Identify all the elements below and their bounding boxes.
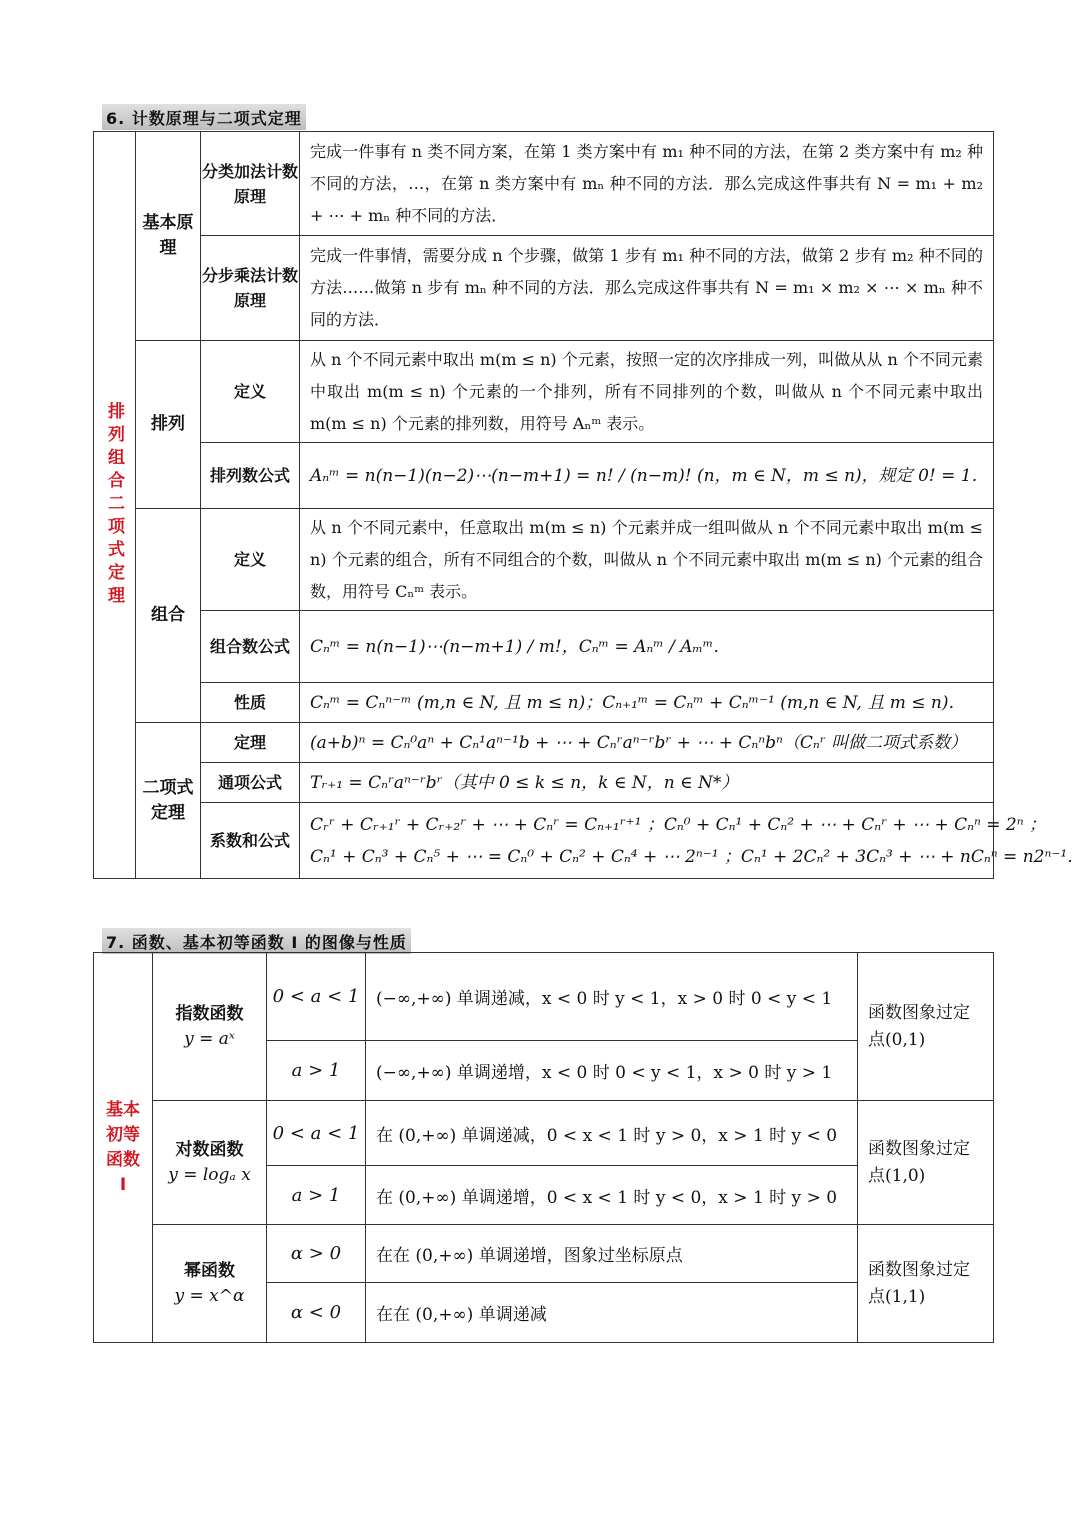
multiplication-principle-text: 完成一件事情，需要分成 n 个步骤，做第 1 步有 m₁ 种不同的方法，做第 2 步有 m₂ 种不同的方法……做第 n 步有 mₙ 种不同的方法．那么完成这件事共有 N = m₁ × m₂ × ⋯ × mₙ 种不同的方法． <box>310 246 983 329</box>
power-fixed-point: 函数图象过定点(1,1) <box>868 1259 970 1307</box>
combination-definition-text: 从 n 个不同元素中，任意取出 m(m ≤ n) 个元素并成一组叫做从 n 个不同元素中取出 m(m ≤ n) 个元素的组合，所有不同组合的个数，叫做从 n 个不同元素中取出 m(m ≤ n) 个元素的组合数，用符号 Cₙᵐ 表示。 <box>310 517 983 601</box>
general-term-label: 通项公式 <box>217 773 282 792</box>
combination-formula-label: 组合数公式 <box>209 637 290 656</box>
log-property-2: 在 (0,+∞) 单调递增，0 < x < 1 时 y < 0，x > 1 时 y > 0 <box>376 1187 838 1208</box>
permutation-formula: Aₙᵐ = n(n−1)(n−2)⋯(n−m+1) = n! / (n−m)! (n，m ∈ N，m ≤ n)，规定 0! = 1． <box>310 465 989 486</box>
basic-principle-label: 基本原理 <box>142 213 194 258</box>
exp-property-1: (−∞,+∞) 单调递减，x < 0 时 y < 1，x > 0 时 0 < y < 1 <box>376 989 833 1009</box>
log-condition-1: 0 < a < 1 <box>272 1122 360 1144</box>
elementary-functions-table <box>93 952 994 1343</box>
counting-binomial-table <box>93 131 1084 879</box>
section-6-side-label-cell <box>94 132 136 879</box>
power-property-2: 在在 (0,+∞) 单调递减 <box>376 1305 547 1325</box>
permutation-label: 排列 <box>151 414 185 434</box>
binomial-theorem-def-label: 定理 <box>233 733 266 752</box>
section-6-side-label: 排列组合二项式定理 <box>104 401 124 609</box>
log-condition-2: a > 1 <box>291 1184 341 1206</box>
section-6-title: 6. 计数原理与二项式定理 <box>102 104 306 130</box>
permutation-definition-label: 定义 <box>233 382 266 401</box>
power-function-formula: y = x^α <box>174 1285 245 1306</box>
combination-definition-label: 定义 <box>233 550 266 569</box>
section-7-title: 7. 函数、基本初等函数 I 的图像与性质 <box>102 928 411 954</box>
general-term-formula: Tᵣ₊₁ = Cₙʳaⁿ⁻ʳbʳ（其中 0 ≤ k ≤ n，k ∈ N，n ∈ N*） <box>310 772 739 793</box>
section-7-side-label: 基本初等函数 I <box>106 1099 140 1195</box>
binomial-theorem-label: 二项式定理 <box>142 777 194 823</box>
power-property-1: 在在 (0,+∞) 单调递增，图象过坐标原点 <box>376 1246 683 1266</box>
coefficient-sum-line-2: Cₙ¹ + Cₙ³ + Cₙ⁵ + ⋯ = Cₙ⁰ + Cₙ² + Cₙ⁴ + ⋯ 2ⁿ⁻¹ ；Cₙ¹ + 2Cₙ² + 3Cₙ³ + ⋯ + nCₙⁿ = n2ⁿ⁻¹． <box>310 846 1084 867</box>
power-function-name: 幂函数 <box>184 1260 235 1281</box>
exp-fixed-point: 函数图象过定点(0,1) <box>868 1002 970 1050</box>
permutation-definition-text: 从 n 个不同元素中取出 m(m ≤ n) 个元素，按照一定的次序排成一列，叫做从从 n 个不同元素中取出 m(m ≤ n) 个元素的一个排列，所有不同排列的个数，叫做从 n 个不同元素中取出 m(m ≤ n) 个元素的排列数，用符号 Aₙᵐ 表示。 <box>310 349 983 433</box>
combination-property-label: 性质 <box>233 693 266 712</box>
exp-condition-2: a > 1 <box>291 1060 341 1081</box>
addition-principle-text: 完成一件事有 n 类不同方案，在第 1 类方案中有 m₁ 种不同的方法，在第 2 类方案中有 m₂ 种不同的方法，…，在第 n 类方案中有 mₙ 种不同的方法．那么完成这件事共有 N = m₁ + m₂ + ⋯ + mₙ 种不同的方法． <box>310 141 983 225</box>
exp-condition-1: 0 < a < 1 <box>272 986 360 1007</box>
coefficient-sum-label: 系数和公式 <box>209 831 290 850</box>
log-property-1: 在 (0,+∞) 单调递减，0 < x < 1 时 y > 0，x > 1 时 y < 0 <box>376 1125 838 1146</box>
log-function-name: 对数函数 <box>175 1139 244 1160</box>
power-condition-1: α > 0 <box>290 1243 342 1264</box>
combination-property: Cₙᵐ = Cₙⁿ⁻ᵐ (m,n ∈ N, 且 m ≤ n)；Cₙ₊₁ᵐ = Cₙᵐ + Cₙᵐ⁻¹ (m,n ∈ N, 且 m ≤ n)． <box>310 692 966 713</box>
combination-formula: Cₙᵐ = n(n−1)⋯(n−m+1) / m!，Cₙᵐ = Aₙᵐ / Aₘᵐ． <box>310 636 731 657</box>
log-fixed-point: 函数图象过定点(1,0) <box>868 1138 970 1186</box>
exp-property-2: (−∞,+∞) 单调递增，x < 0 时 0 < y < 1，x > 0 时 y > 1 <box>376 1063 833 1083</box>
permutation-formula-label: 排列数公式 <box>209 466 290 485</box>
exp-function-name: 指数函数 <box>175 1003 244 1024</box>
addition-principle-label: 分类加法计数原理 <box>201 161 298 206</box>
section-7-side-label-cell <box>94 953 153 1343</box>
exp-function-formula: y = aˣ <box>184 1028 235 1049</box>
power-condition-2: α < 0 <box>290 1302 342 1323</box>
binomial-theorem: (a+b)ⁿ = Cₙ⁰aⁿ + Cₙ¹aⁿ⁻¹b + ⋯ + Cₙʳaⁿ⁻ʳbʳ + ⋯ + Cₙⁿbⁿ（Cₙʳ 叫做二项式系数） <box>310 732 968 753</box>
combination-label: 组合 <box>151 605 185 625</box>
coefficient-sum-line-1: Cᵣʳ + Cᵣ₊₁ʳ + Cᵣ₊₂ʳ + ⋯ + Cₙʳ = Cₙ₊₁ʳ⁺¹ ；Cₙ⁰ + Cₙ¹ + Cₙ² + ⋯ + Cₙʳ + ⋯ + Cₙⁿ = 2ⁿ ； <box>310 814 1047 835</box>
multiplication-principle-label: 分步乘法计数原理 <box>201 266 298 310</box>
log-function-formula: y = logₐ x <box>168 1164 251 1185</box>
